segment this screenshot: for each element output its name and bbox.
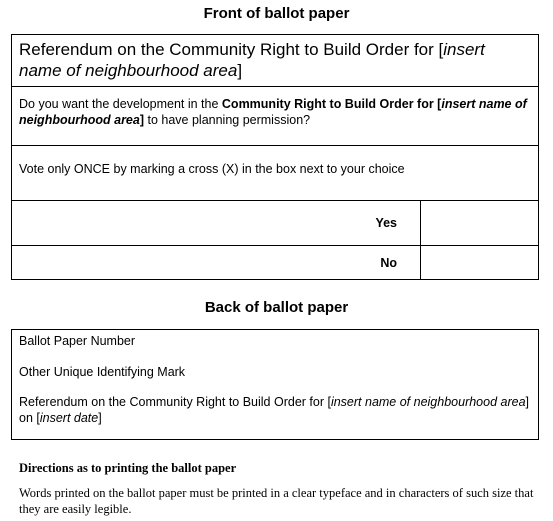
choice-row-yes (12, 201, 538, 246)
front-ballot-paper (11, 34, 539, 280)
question-suffix: to have planning permission? (144, 112, 311, 127)
front-of-ballot-heading: Front of ballot paper (203, 5, 350, 22)
back-referendum-line (19, 395, 531, 426)
question-row (12, 87, 538, 146)
referendum-title-row (12, 35, 538, 87)
question-bold-close: ] (139, 112, 145, 127)
yes-mark-box[interactable] (420, 201, 539, 245)
title-suffix: ] (237, 61, 243, 80)
back-line-prefix: Referendum on the Community Right to Build Order for [ (19, 395, 331, 409)
back-line-middle: ] on [ (19, 395, 530, 425)
yes-label: Yes (375, 216, 397, 230)
back-line-suffix: ] (98, 410, 102, 425)
back-of-ballot-heading: Back of ballot paper (204, 299, 349, 316)
question-prefix: Do you want the development in the (19, 97, 222, 111)
referendum-title (19, 39, 529, 81)
back-area-placeholder: insert name of neighbourhood area (330, 395, 526, 409)
voting-instruction: Vote only ONCE by marking a cross (X) in the box next to your choice (19, 162, 405, 176)
question-bold-phrase: Community Right to Build Order for [ (221, 97, 442, 111)
question-placeholder: insert name of neighbourhood area (19, 97, 527, 127)
unique-identifying-mark: Other Unique Identifying Mark (19, 365, 186, 379)
title-prefix: Referendum on the Community Right to Build Order for [ (19, 40, 444, 59)
no-label: No (380, 256, 397, 270)
choice-row-no (12, 246, 538, 280)
back-date-placeholder: insert date (39, 410, 99, 425)
directions-heading: Directions as to printing the ballot paper (19, 461, 237, 475)
directions-text: Words printed on the ballot paper must be printed in a clear typeface and in characters of such size that they are easily legible. (19, 486, 534, 516)
instruction-row (12, 146, 538, 201)
no-mark-box[interactable] (420, 246, 539, 280)
title-placeholder: insert name of neighbourhood area (19, 40, 485, 80)
ballot-paper-number: Ballot Paper Number (19, 334, 136, 348)
back-ballot-paper (11, 329, 539, 440)
referendum-question (19, 97, 534, 128)
